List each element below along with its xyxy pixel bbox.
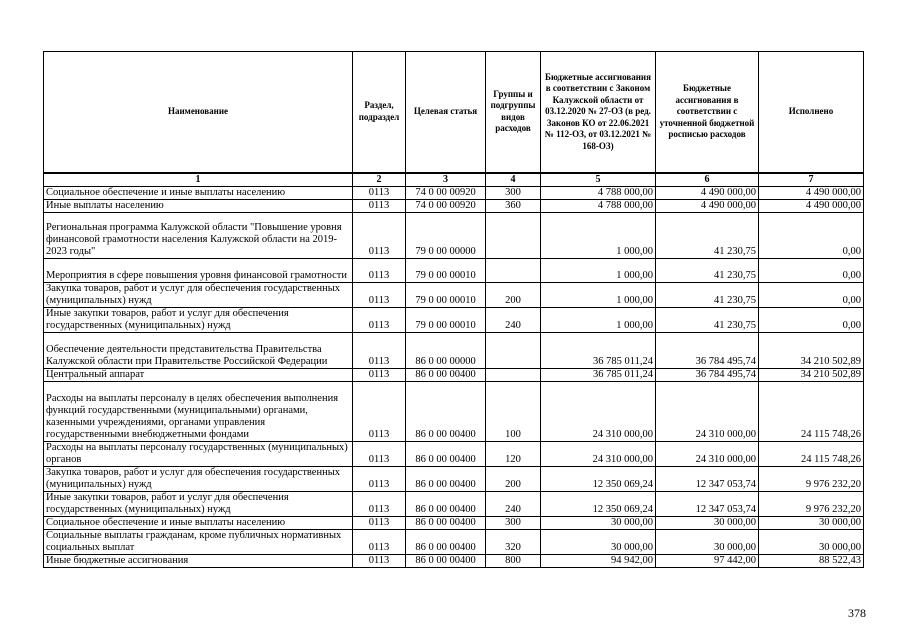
table-body	[44, 186, 864, 567]
row-section: 0113	[353, 516, 406, 529]
row-executed: 24 115 748,26	[759, 381, 864, 441]
row-executed: 4 490 000,00	[759, 199, 864, 212]
header-target: Целевая статья	[406, 52, 486, 173]
row-expense-group: 300	[486, 186, 541, 199]
row-budget-law: 30 000,00	[541, 516, 656, 529]
row-budget-refined: 41 230,75	[656, 258, 759, 282]
column-number: 1	[44, 173, 353, 187]
row-section: 0113	[353, 491, 406, 516]
row-name: Социальное обеспечение и иные выплаты населению	[44, 186, 353, 199]
table-row	[44, 381, 864, 441]
row-budget-law: 36 785 011,24	[541, 332, 656, 368]
table-row	[44, 332, 864, 368]
row-budget-law: 1 000,00	[541, 258, 656, 282]
row-target-article: 79 0 00 00010	[406, 282, 486, 307]
row-executed: 24 115 748,26	[759, 441, 864, 466]
row-executed: 34 210 502,89	[759, 368, 864, 381]
row-name: Иные бюджетные ассигнования	[44, 554, 353, 567]
row-executed: 0,00	[759, 307, 864, 332]
row-target-article: 79 0 00 00010	[406, 258, 486, 282]
header-row	[44, 52, 864, 173]
row-executed: 30 000,00	[759, 516, 864, 529]
row-budget-refined: 4 490 000,00	[656, 186, 759, 199]
row-executed: 0,00	[759, 212, 864, 258]
table-row	[44, 258, 864, 282]
row-section: 0113	[353, 529, 406, 554]
row-target-article: 86 0 00 00400	[406, 529, 486, 554]
row-name: Социальные выплаты гражданам, кроме публичных нормативных социальных выплат	[44, 529, 353, 554]
row-section: 0113	[353, 381, 406, 441]
row-target-article: 79 0 00 00010	[406, 307, 486, 332]
row-expense-group	[486, 332, 541, 368]
table-row	[44, 212, 864, 258]
row-target-article: 86 0 00 00400	[406, 554, 486, 567]
row-section: 0113	[353, 199, 406, 212]
row-expense-group	[486, 212, 541, 258]
header-budget-refined: Бюджетные ассигнования в соответствии с уточненной бюджетной росписью расходов	[656, 52, 759, 173]
budget-table	[43, 51, 864, 568]
row-name: Центральный аппарат	[44, 368, 353, 381]
row-expense-group: 320	[486, 529, 541, 554]
row-budget-law: 24 310 000,00	[541, 441, 656, 466]
row-section: 0113	[353, 441, 406, 466]
row-budget-refined: 24 310 000,00	[656, 381, 759, 441]
table-row	[44, 441, 864, 466]
row-section: 0113	[353, 466, 406, 491]
row-budget-law: 94 942,00	[541, 554, 656, 567]
header-executed: Исполнено	[759, 52, 864, 173]
row-budget-refined: 4 490 000,00	[656, 199, 759, 212]
row-section: 0113	[353, 186, 406, 199]
row-name: Обеспечение деятельности представительства Правительства Калужской области при Правительстве Российской Федерации	[44, 332, 353, 368]
row-budget-refined: 41 230,75	[656, 212, 759, 258]
column-number: 7	[759, 173, 864, 187]
header-groups: Группы и подгруппы видов расходов	[486, 52, 541, 173]
row-name: Закупка товаров, работ и услуг для обеспечения государственных (муниципальных) нужд	[44, 282, 353, 307]
row-section: 0113	[353, 212, 406, 258]
row-executed: 4 490 000,00	[759, 186, 864, 199]
row-name: Закупка товаров, работ и услуг для обеспечения государственных (муниципальных) нужд	[44, 466, 353, 491]
row-budget-refined: 30 000,00	[656, 529, 759, 554]
column-number: 2	[353, 173, 406, 187]
row-executed: 0,00	[759, 258, 864, 282]
row-target-article: 74 0 00 00920	[406, 199, 486, 212]
row-budget-refined: 41 230,75	[656, 307, 759, 332]
row-expense-group	[486, 368, 541, 381]
table-row	[44, 554, 864, 567]
table-row	[44, 516, 864, 529]
row-section: 0113	[353, 258, 406, 282]
row-budget-law: 12 350 069,24	[541, 466, 656, 491]
column-number: 3	[406, 173, 486, 187]
row-executed: 9 976 232,20	[759, 466, 864, 491]
row-budget-law: 24 310 000,00	[541, 381, 656, 441]
row-target-article: 79 0 00 00000	[406, 212, 486, 258]
header-budget-law: Бюджетные ассигнования в соответствии с Законом Калужской области от 03.12.2020 № 27-ОЗ (в ред. Законов КО от 22.06.2021 № 112-ОЗ, от 03.12.2021 № 168-ОЗ)	[541, 52, 656, 173]
table-row	[44, 186, 864, 199]
row-budget-law: 36 785 011,24	[541, 368, 656, 381]
row-budget-refined: 12 347 053,74	[656, 491, 759, 516]
row-expense-group: 240	[486, 491, 541, 516]
table-row	[44, 491, 864, 516]
row-name: Иные закупки товаров, работ и услуг для обеспечения государственных (муниципальных) нужд	[44, 491, 353, 516]
row-budget-law: 12 350 069,24	[541, 491, 656, 516]
row-target-article: 86 0 00 00400	[406, 466, 486, 491]
row-expense-group	[486, 258, 541, 282]
row-target-article: 86 0 00 00400	[406, 516, 486, 529]
table-row	[44, 529, 864, 554]
row-name: Расходы на выплаты персоналу государственных (муниципальных) органов	[44, 441, 353, 466]
row-budget-law: 1 000,00	[541, 307, 656, 332]
row-target-article: 74 0 00 00920	[406, 186, 486, 199]
row-name: Расходы на выплаты персоналу в целях обеспечения выполнения функций государственными (муниципальными) органами, казенными учреждениями, органами управления государственными внебюджетными фондами	[44, 381, 353, 441]
row-budget-refined: 12 347 053,74	[656, 466, 759, 491]
table-row	[44, 307, 864, 332]
row-target-article: 86 0 00 00400	[406, 368, 486, 381]
row-name: Социальное обеспечение и иные выплаты населению	[44, 516, 353, 529]
row-budget-law: 1 000,00	[541, 212, 656, 258]
row-budget-law: 1 000,00	[541, 282, 656, 307]
row-budget-refined: 36 784 495,74	[656, 368, 759, 381]
row-budget-refined: 30 000,00	[656, 516, 759, 529]
row-section: 0113	[353, 368, 406, 381]
row-executed: 34 210 502,89	[759, 332, 864, 368]
row-budget-refined: 97 442,00	[656, 554, 759, 567]
row-executed: 30 000,00	[759, 529, 864, 554]
row-expense-group: 360	[486, 199, 541, 212]
row-name: Иные выплаты населению	[44, 199, 353, 212]
table-row	[44, 282, 864, 307]
row-expense-group: 240	[486, 307, 541, 332]
row-budget-refined: 24 310 000,00	[656, 441, 759, 466]
row-expense-group: 200	[486, 466, 541, 491]
row-budget-law: 4 788 000,00	[541, 199, 656, 212]
row-section: 0113	[353, 307, 406, 332]
row-name: Мероприятия в сфере повышения уровня финансовой грамотности	[44, 258, 353, 282]
row-expense-group: 120	[486, 441, 541, 466]
row-target-article: 86 0 00 00400	[406, 381, 486, 441]
column-number: 5	[541, 173, 656, 187]
row-expense-group: 300	[486, 516, 541, 529]
row-expense-group: 200	[486, 282, 541, 307]
row-target-article: 86 0 00 00400	[406, 441, 486, 466]
row-target-article: 86 0 00 00000	[406, 332, 486, 368]
row-executed: 0,00	[759, 282, 864, 307]
row-budget-refined: 41 230,75	[656, 282, 759, 307]
row-section: 0113	[353, 282, 406, 307]
row-executed: 88 522,43	[759, 554, 864, 567]
page-number: 378	[848, 606, 866, 620]
row-expense-group: 800	[486, 554, 541, 567]
column-number: 4	[486, 173, 541, 187]
row-section: 0113	[353, 554, 406, 567]
row-name: Иные закупки товаров, работ и услуг для обеспечения государственных (муниципальных) нужд	[44, 307, 353, 332]
table-row	[44, 368, 864, 381]
row-budget-law: 4 788 000,00	[541, 186, 656, 199]
row-expense-group: 100	[486, 381, 541, 441]
table-row	[44, 466, 864, 491]
row-budget-refined: 36 784 495,74	[656, 332, 759, 368]
row-budget-law: 30 000,00	[541, 529, 656, 554]
header-section: Раздел, подраздел	[353, 52, 406, 173]
row-name: Региональная программа Калужской области "Повышение уровня финансовой грамотности населения Калужской области на 2019-2023 годы"	[44, 212, 353, 258]
row-target-article: 86 0 00 00400	[406, 491, 486, 516]
column-number-row	[44, 173, 864, 187]
table-row	[44, 199, 864, 212]
row-section: 0113	[353, 332, 406, 368]
header-name: Наименование	[44, 52, 353, 173]
column-number: 6	[656, 173, 759, 187]
row-executed: 9 976 232,20	[759, 491, 864, 516]
